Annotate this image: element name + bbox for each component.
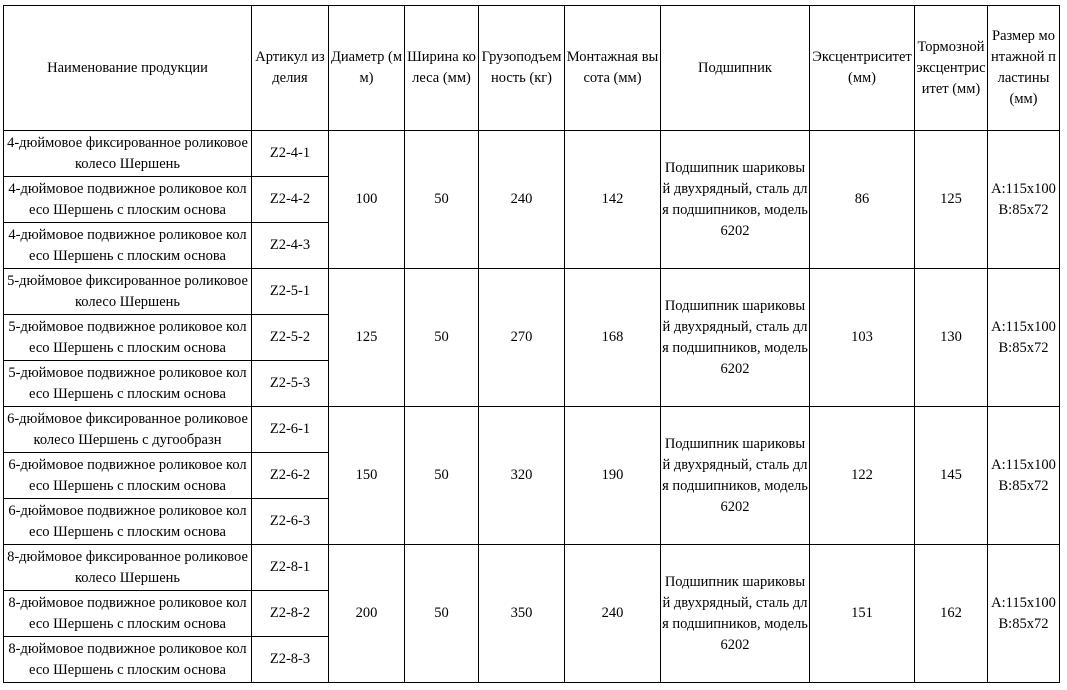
header-wheel-width: Ширина колеса (мм) bbox=[405, 6, 479, 131]
sku-cell: Z2-8-2 bbox=[252, 591, 329, 637]
load-capacity-cell: 270 bbox=[479, 269, 565, 407]
sku-cell: Z2-4-3 bbox=[252, 223, 329, 269]
load-capacity-cell: 240 bbox=[479, 131, 565, 269]
load-capacity-cell: 350 bbox=[479, 545, 565, 683]
plate-size-cell: A:115x100B:85x72 bbox=[988, 545, 1060, 683]
mounting-height-cell: 142 bbox=[565, 131, 661, 269]
header-bearing: Подшипник bbox=[661, 6, 810, 131]
product-name-cell: 5-дюймовое подвижное роликовое колесо Шершень с плоским основа bbox=[4, 361, 252, 407]
product-spec-table bbox=[3, 5, 1060, 683]
diameter-cell: 100 bbox=[329, 131, 405, 269]
product-name-cell: 4-дюймовое фиксированное роликовое колесо Шершень bbox=[4, 131, 252, 177]
plate-size-cell: A:115x100B:85x72 bbox=[988, 269, 1060, 407]
mounting-height-cell: 190 bbox=[565, 407, 661, 545]
table-row bbox=[4, 407, 1060, 453]
mounting-height-cell: 168 bbox=[565, 269, 661, 407]
mounting-height-cell: 240 bbox=[565, 545, 661, 683]
product-name-cell: 8-дюймовое подвижное роликовое колесо Шершень с плоским основа bbox=[4, 591, 252, 637]
header-plate-size: Размер монтажной пластины (мм) bbox=[988, 6, 1060, 131]
product-name-cell: 6-дюймовое подвижное роликовое колесо Шершень с плоским основа bbox=[4, 499, 252, 545]
diameter-cell: 150 bbox=[329, 407, 405, 545]
header-mounting-height: Монтажная высота (мм) bbox=[565, 6, 661, 131]
sku-cell: Z2-5-2 bbox=[252, 315, 329, 361]
bearing-cell: Подшипник шариковый двухрядный, сталь для подшипников, модель 6202 bbox=[661, 131, 810, 269]
header-eccentricity: Эксцентриситет (мм) bbox=[810, 6, 915, 131]
brake-eccentricity-cell: 130 bbox=[915, 269, 988, 407]
product-name-cell: 5-дюймовое подвижное роликовое колесо Шершень с плоским основа bbox=[4, 315, 252, 361]
wheel-width-cell: 50 bbox=[405, 407, 479, 545]
wheel-width-cell: 50 bbox=[405, 545, 479, 683]
table-header-row bbox=[4, 6, 1060, 131]
table-row bbox=[4, 131, 1060, 177]
bearing-cell: Подшипник шариковый двухрядный, сталь для подшипников, модель 6202 bbox=[661, 545, 810, 683]
sku-cell: Z2-4-2 bbox=[252, 177, 329, 223]
brake-eccentricity-cell: 162 bbox=[915, 545, 988, 683]
sku-cell: Z2-5-3 bbox=[252, 361, 329, 407]
brake-eccentricity-cell: 145 bbox=[915, 407, 988, 545]
header-diameter: Диаметр (мм) bbox=[329, 6, 405, 131]
sku-cell: Z2-4-1 bbox=[252, 131, 329, 177]
product-name-cell: 6-дюймовое фиксированное роликовое колесо Шершень с дугообразн bbox=[4, 407, 252, 453]
diameter-cell: 200 bbox=[329, 545, 405, 683]
eccentricity-cell: 103 bbox=[810, 269, 915, 407]
table-row bbox=[4, 269, 1060, 315]
bearing-cell: Подшипник шариковый двухрядный, сталь для подшипников, модель 6202 bbox=[661, 407, 810, 545]
sku-cell: Z2-8-3 bbox=[252, 637, 329, 683]
product-name-cell: 6-дюймовое подвижное роликовое колесо Шершень с плоским основа bbox=[4, 453, 252, 499]
header-sku: Артикул изделия bbox=[252, 6, 329, 131]
sku-cell: Z2-5-1 bbox=[252, 269, 329, 315]
product-name-cell: 8-дюймовое фиксированное роликовое колесо Шершень bbox=[4, 545, 252, 591]
sku-cell: Z2-8-1 bbox=[252, 545, 329, 591]
sku-cell: Z2-6-3 bbox=[252, 499, 329, 545]
brake-eccentricity-cell: 125 bbox=[915, 131, 988, 269]
table-row bbox=[4, 545, 1060, 591]
diameter-cell: 125 bbox=[329, 269, 405, 407]
bearing-cell: Подшипник шариковый двухрядный, сталь для подшипников, модель 6202 bbox=[661, 269, 810, 407]
header-load-capacity: Грузоподъемность (кг) bbox=[479, 6, 565, 131]
product-name-cell: 8-дюймовое подвижное роликовое колесо Шершень с плоским основа bbox=[4, 637, 252, 683]
wheel-width-cell: 50 bbox=[405, 269, 479, 407]
header-brake-eccentricity: Тормозной эксцентриситет (мм) bbox=[915, 6, 988, 131]
eccentricity-cell: 86 bbox=[810, 131, 915, 269]
load-capacity-cell: 320 bbox=[479, 407, 565, 545]
sku-cell: Z2-6-2 bbox=[252, 453, 329, 499]
eccentricity-cell: 122 bbox=[810, 407, 915, 545]
product-name-cell: 4-дюймовое подвижное роликовое колесо Шершень с плоским основа bbox=[4, 223, 252, 269]
sku-cell: Z2-6-1 bbox=[252, 407, 329, 453]
product-name-cell: 4-дюймовое подвижное роликовое колесо Шершень с плоским основа bbox=[4, 177, 252, 223]
product-name-cell: 5-дюймовое фиксированное роликовое колесо Шершень bbox=[4, 269, 252, 315]
plate-size-cell: A:115x100B:85x72 bbox=[988, 407, 1060, 545]
wheel-width-cell: 50 bbox=[405, 131, 479, 269]
plate-size-cell: A:115x100B:85x72 bbox=[988, 131, 1060, 269]
eccentricity-cell: 151 bbox=[810, 545, 915, 683]
header-product-name: Наименование продукции bbox=[4, 6, 252, 131]
